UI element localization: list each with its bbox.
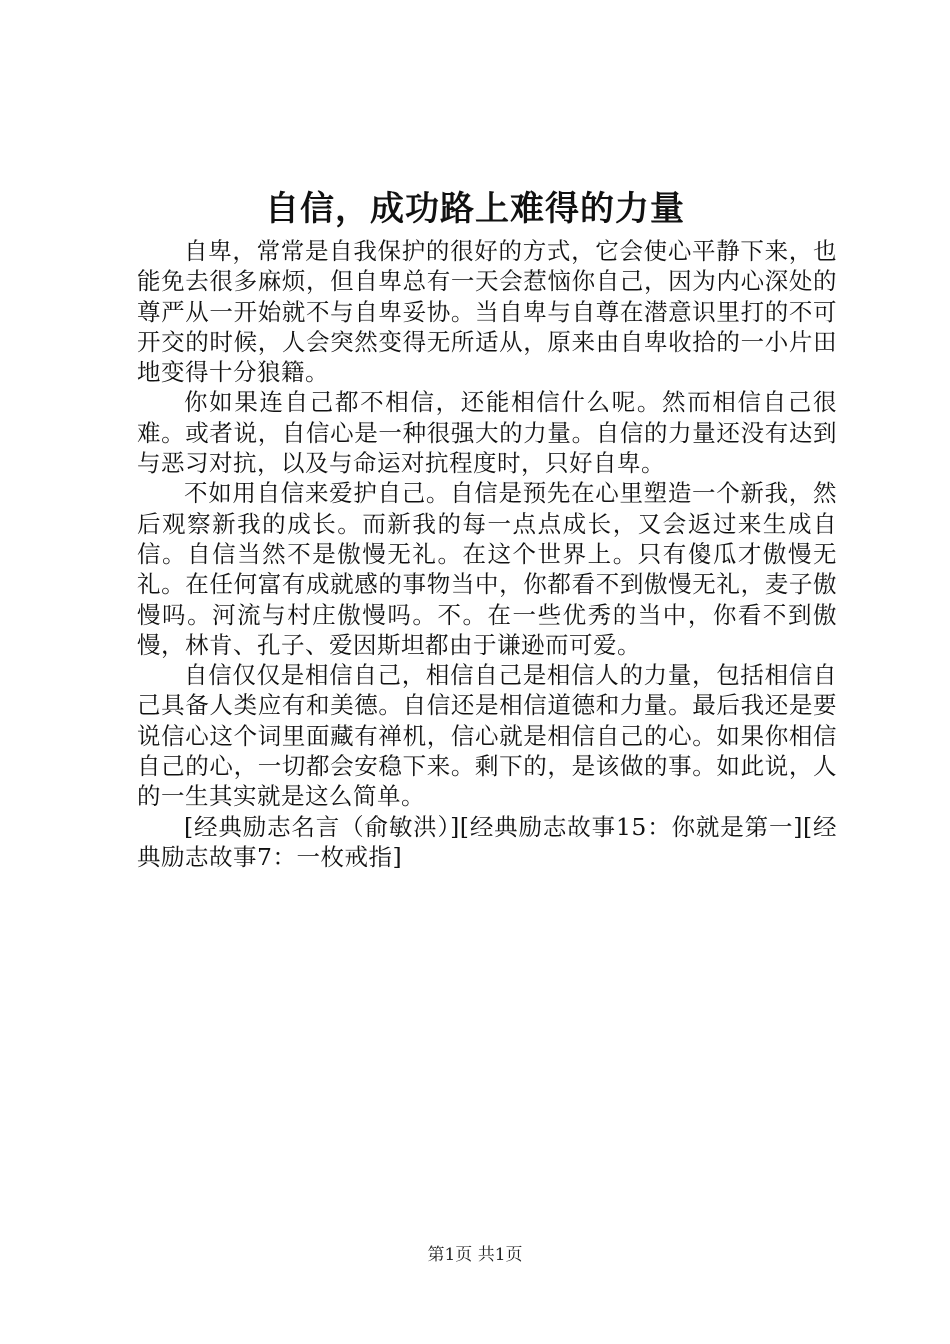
related-links[interactable]: [经典励志名言（俞敏洪）][经典励志故事15：你就是第一][经典励志故事7：一枚戒指] <box>137 812 837 871</box>
paragraph-2: 你如果连自己都不相信，还能相信什么呢。然而相信自己很难。或者说，自信心是一种很强大的力量。自信的力量还没有达到与恶习对抗，以及与命运对抗程度时，只好自卑。 <box>137 388 837 478</box>
paragraph-4: 自信仅仅是相信自己，相信自己是相信人的力量，包括相信自己具备人类应有和美德。自信还是相信道德和力量。最后我还是要说信心这个词里面藏有禅机，信心就是相信自己的心。如果你相信自己的心，一切都会安稳下来。剩下的，是该做的事。如此说，人的一生其实就是这么简单。 <box>137 661 837 811</box>
paragraph-3: 不如用自信来爱护自己。自信是预先在心里塑造一个新我，然后观察新我的成长。而新我的每一点点成长，又会返过来生成自信。自信当然不是傲慢无礼。在这个世界上。只有傻瓜才傲慢无礼。在任何富有成就感的事物当中，你都看不到傲慢无礼，麦子傲慢吗。河流与村庄傲慢吗。不。在一些优秀的当中，你看不到傲慢，林肯、孔子、爱因斯坦都由于谦逊而可爱。 <box>137 479 837 659</box>
document-title: 自信，成功路上难得的力量 <box>265 189 685 229</box>
document-body <box>137 236 837 872</box>
page-number-footer: 第1页 共1页 <box>427 1245 523 1265</box>
paragraph-1: 自卑，常常是自我保护的很好的方式，它会使心平静下来，也能免去很多麻烦，但自卑总有一天会惹恼你自己，因为内心深处的尊严从一开始就不与自卑妥协。当自卑与自尊在潜意识里打的不可开交的时候，人会突然变得无所适从，原来由自卑收拾的一小片田地变得十分狼籍。 <box>137 237 837 387</box>
